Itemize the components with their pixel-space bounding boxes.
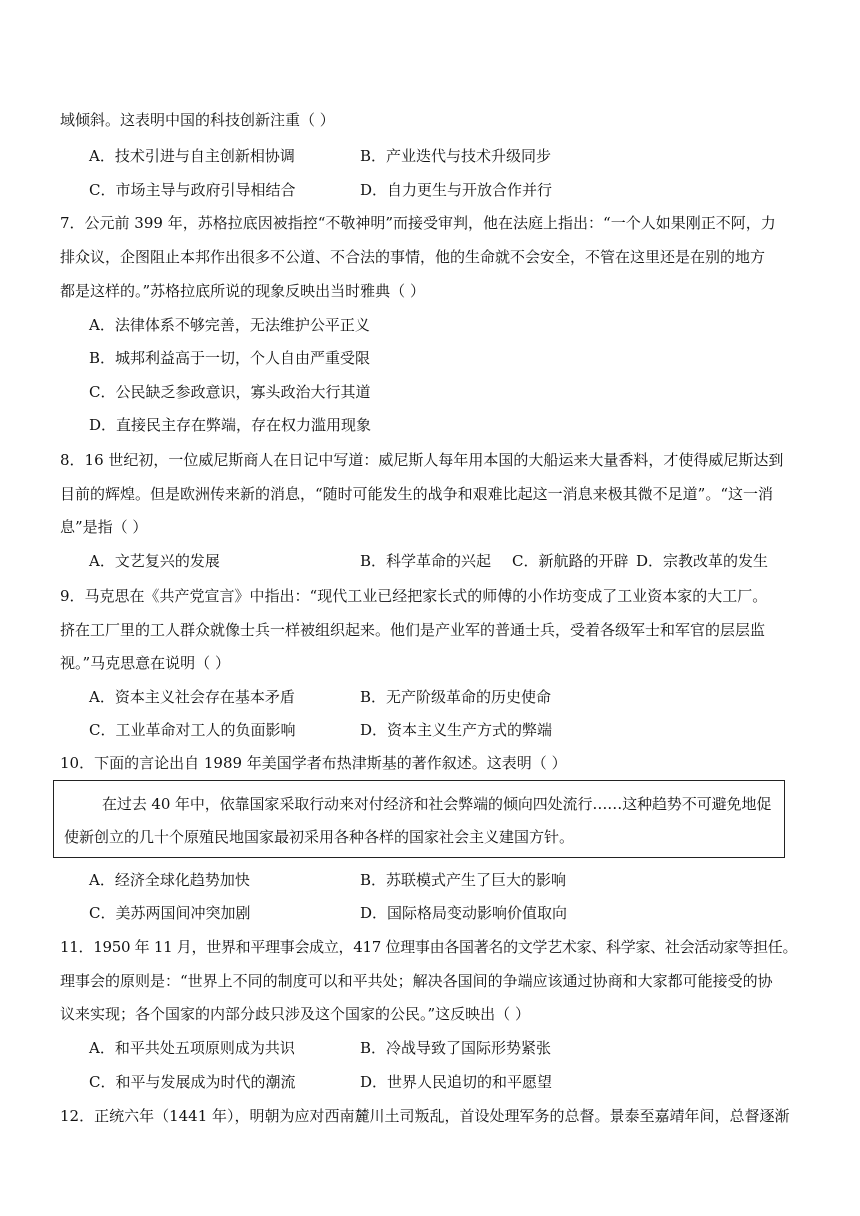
- q11-option-c[interactable]: C．和平与发展成为时代的潮流: [89, 1073, 296, 1091]
- q9-stem-line-3: 视。”马克思意在说明（ ）: [60, 654, 230, 672]
- q7-option-a[interactable]: A．法律体系不够完善，无法维护公平正义: [89, 316, 370, 334]
- q9-option-c[interactable]: C．工业革命对工人的负面影响: [89, 721, 296, 739]
- q6-stem-tail: 域倾斜。这表明中国的科技创新注重（ ）: [60, 111, 335, 129]
- q10-quote-line-1: 在过去 40 年中，依靠国家采取行动来对付经济和社会弊端的倾向四处流行……这种趋势不可避免地促: [102, 795, 772, 813]
- q8-option-a[interactable]: A．文艺复兴的发展: [89, 552, 220, 570]
- q9-stem-line-2: 挤在工厂里的工人群众就像士兵一样被组织起来。他们是产业军的普通士兵，受着各级军士和军官的层层监: [60, 621, 766, 639]
- q10-option-a[interactable]: A．经济全球化趋势加快: [89, 871, 250, 889]
- q7-stem-line-3: 都是这样的。”苏格拉底所说的现象反映出当时雅典（ ）: [60, 282, 425, 300]
- q7-stem-line-1: 7．公元前 399 年，苏格拉底因被指控“不敬神明”而接受审判，他在法庭上指出：“一个人如果刚正不阿，力: [60, 214, 776, 232]
- q8-option-d[interactable]: D．宗教改革的发生: [636, 552, 769, 570]
- q9-option-b[interactable]: B．无产阶级革命的历史使命: [360, 688, 552, 706]
- q8-stem-line-2: 目前的辉煌。但是欧洲传来新的消息，“随时可能发生的战争和艰难比起这一消息来极其微不足道”。“这一消: [60, 485, 774, 503]
- q8-option-b[interactable]: B．科学革命的兴起: [360, 552, 492, 570]
- q10-stem-line-1: 10．下面的言论出自 1989 年美国学者布热津斯基的著作叙述。这表明（ ）: [60, 754, 567, 772]
- q11-stem-line-1: 11．1950 年 11 月，世界和平理事会成立，417 位理事由各国著名的文学艺术家、科学家、社会活动家等担任。: [60, 938, 798, 956]
- q6-option-d[interactable]: D．自力更生与开放合作并行: [360, 181, 553, 199]
- q7-option-b[interactable]: B．城邦利益高于一切，个人自由严重受限: [89, 349, 371, 367]
- q8-option-c[interactable]: C．新航路的开辟: [512, 552, 629, 570]
- q12-stem-line-1: 12．正统六年（1441 年），明朝为应对西南麓川土司叛乱，首设处理军务的总督。景泰至嘉靖年间，总督逐渐: [60, 1107, 790, 1125]
- q10-option-c[interactable]: C．美苏两国间冲突加剧: [89, 904, 251, 922]
- q6-option-b[interactable]: B．产业迭代与技术升级同步: [360, 147, 552, 165]
- q11-option-d[interactable]: D．世界人民追切的和平愿望: [360, 1073, 553, 1091]
- q10-quote-line-2: 使新创立的几十个原殖民地国家最初采用各种各样的国家社会主义建国方针。: [64, 828, 575, 846]
- q7-option-c[interactable]: C．公民缺乏参政意识，寡头政治大行其道: [89, 383, 371, 401]
- q10-option-d[interactable]: D．国际格局变动影响价值取向: [360, 904, 568, 922]
- q10-option-b[interactable]: B．苏联模式产生了巨大的影响: [360, 871, 567, 889]
- q8-stem-line-3: 息”是指（ ）: [60, 518, 148, 536]
- q9-stem-line-1: 9．马克思在《共产党宣言》中指出：“现代工业已经把家长式的师傅的小作坊变成了工业资本家的大工厂。: [60, 587, 768, 605]
- q6-option-a[interactable]: A．技术引进与自主创新相协调: [89, 147, 295, 165]
- q11-stem-line-3: 议来实现；各个国家的内部分歧只涉及这个国家的公民。”这反映出（ ）: [60, 1005, 530, 1023]
- q7-stem-line-2: 排众议，企图阻止本邦作出很多不公道、不合法的事情，他的生命就不会安全，不管在这里还是在别的地方: [60, 248, 766, 266]
- q11-option-b[interactable]: B．冷战导致了国际形势紧张: [360, 1039, 552, 1057]
- q9-option-a[interactable]: A．资本主义社会存在基本矛盾: [89, 688, 295, 706]
- q8-stem-line-1: 8．16 世纪初，一位威尼斯商人在日记中写道：威尼斯人每年用本国的大船运来大量香料，才使得威尼斯达到: [60, 451, 784, 469]
- q10-quote-box: [53, 780, 785, 858]
- q11-stem-line-2: 理事会的原则是：“世界上不同的制度可以和平共处；解决各国间的争端应该通过协商和大家都可能接受的协: [60, 972, 773, 990]
- q11-option-a[interactable]: A．和平共处五项原则成为共识: [89, 1039, 295, 1057]
- q9-option-d[interactable]: D．资本主义生产方式的弊端: [360, 721, 553, 739]
- q6-option-c[interactable]: C．市场主导与政府引导相结合: [89, 181, 296, 199]
- q7-option-d[interactable]: D．直接民主存在弊端，存在权力滥用现象: [89, 416, 372, 434]
